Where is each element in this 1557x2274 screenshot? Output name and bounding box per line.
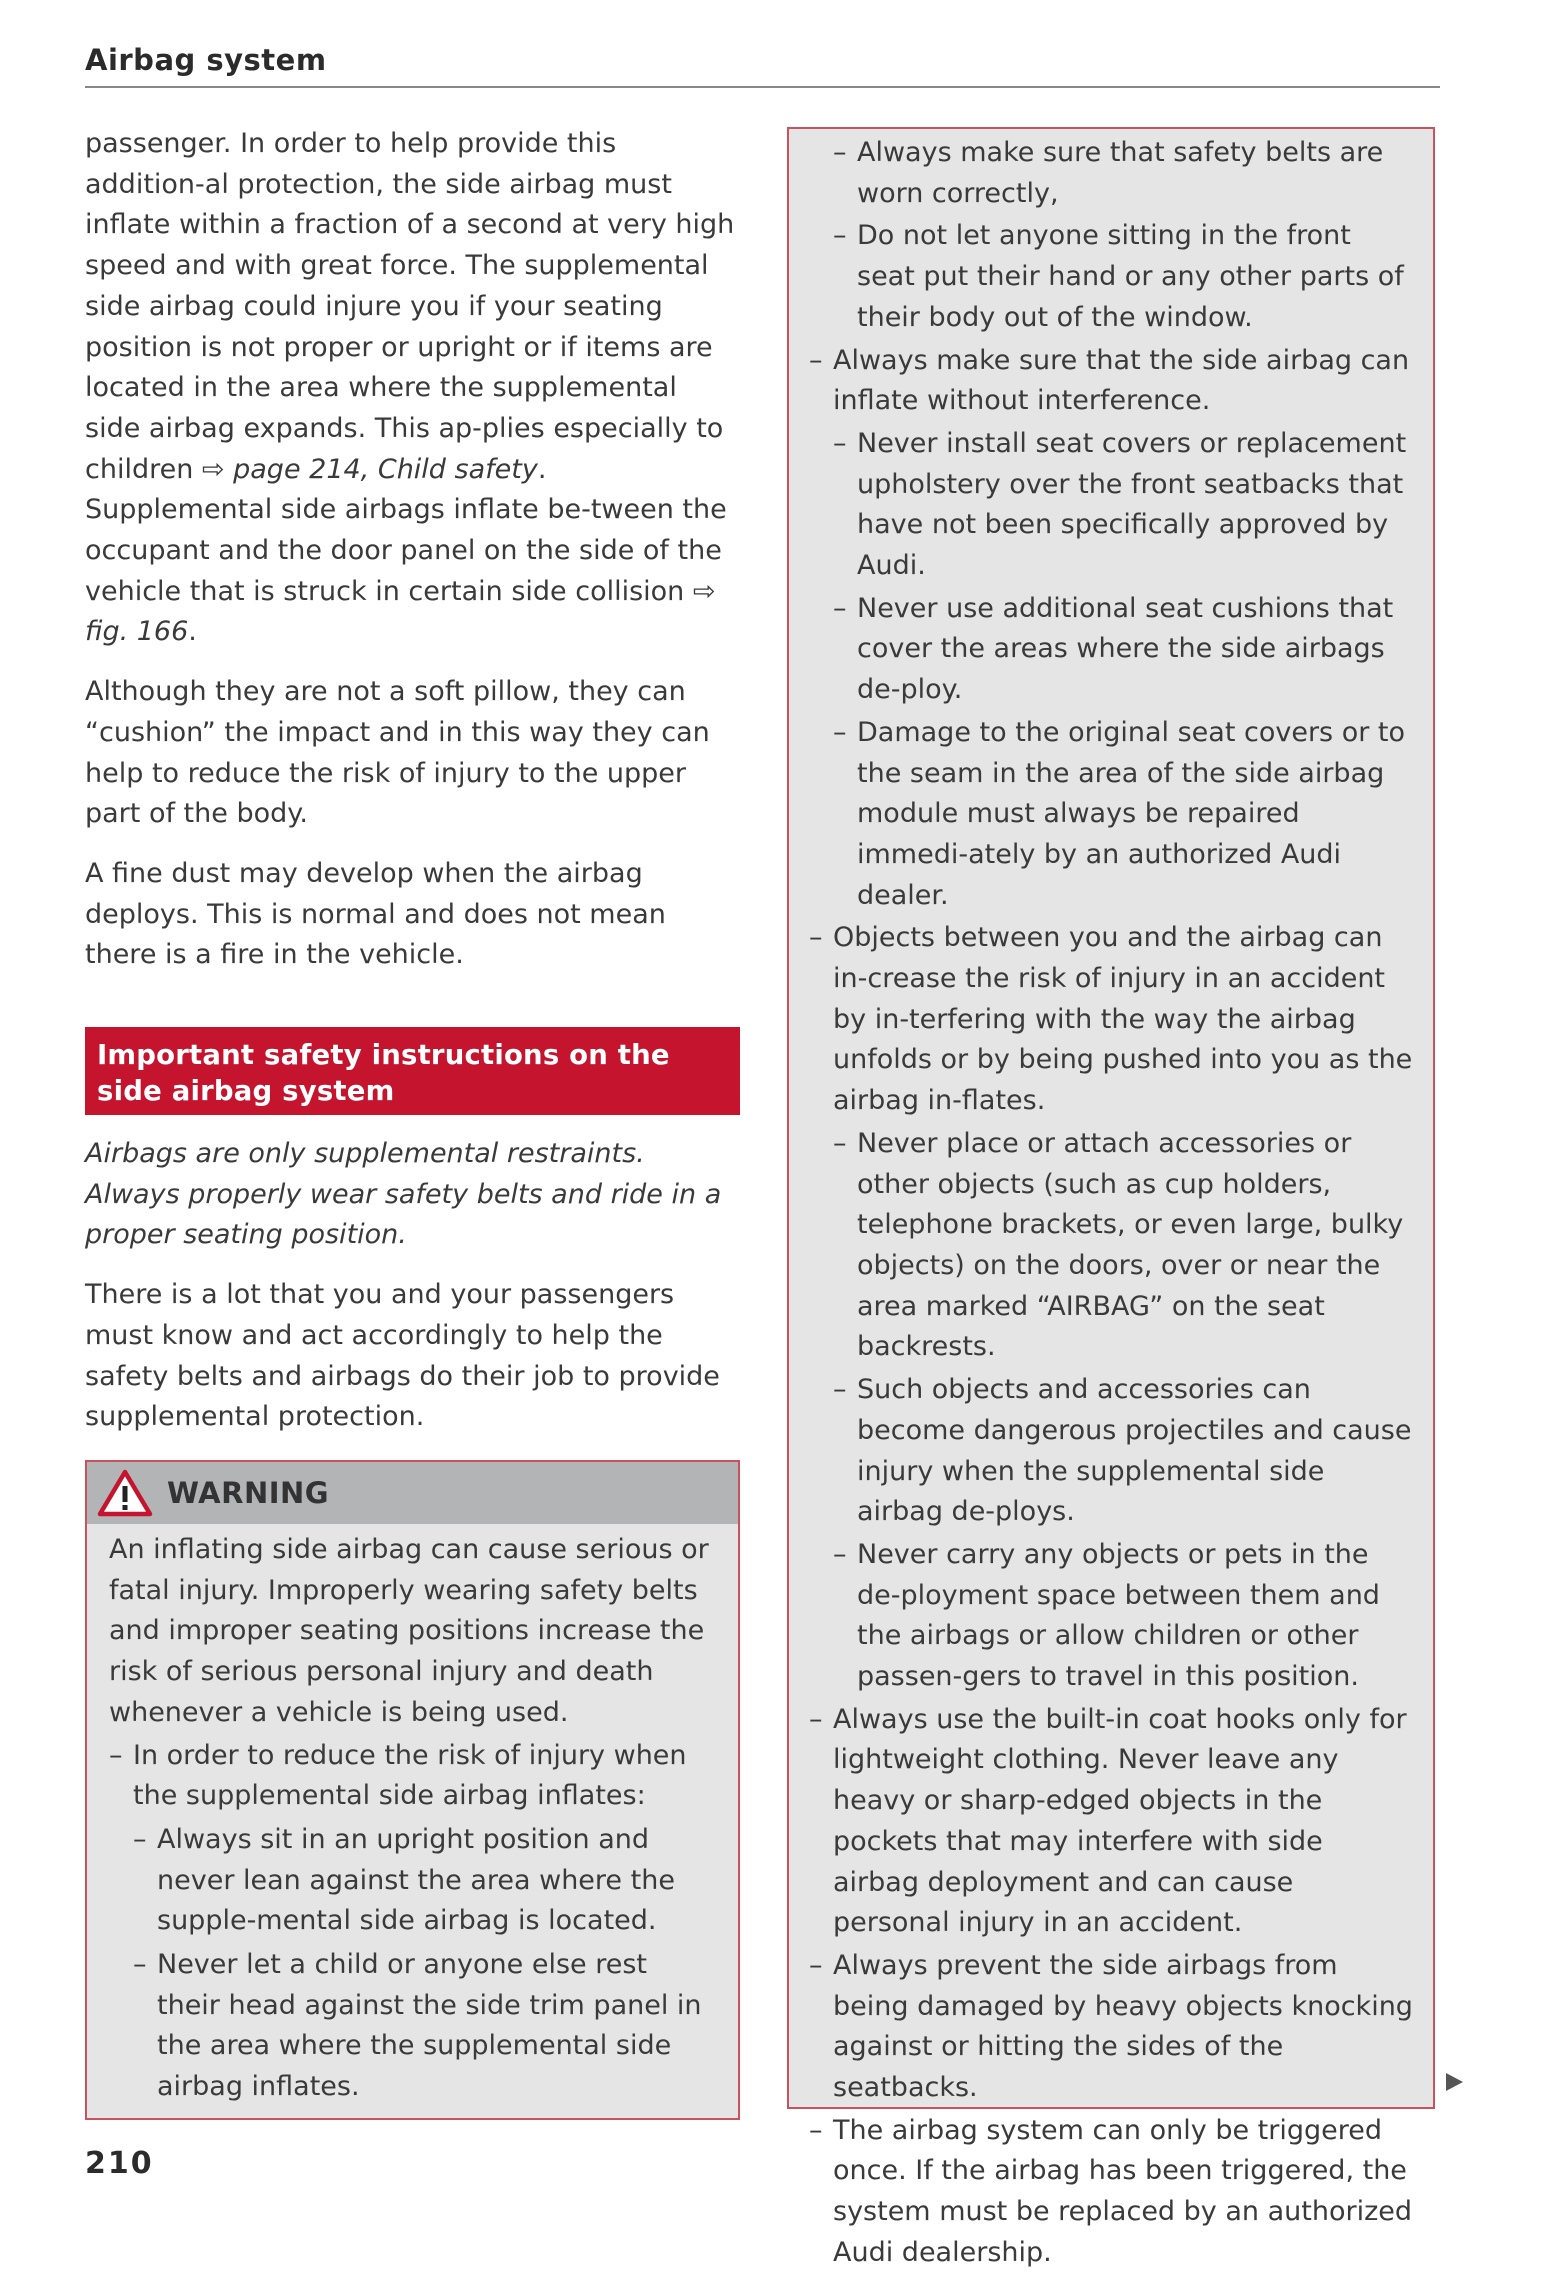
bullet-text: Always make sure that safety belts are worn correctly, [857,137,1384,209]
dash-marker: – [109,1739,123,1771]
warning-bullet [809,1700,1415,1944]
dash-marker: – [833,137,847,168]
paragraph-passengers: There is a lot that you and your passengers must know and act accordingly to help the safety belts and airbags do their job to provide supplemental protection. [85,1279,720,1433]
warning-sub-bullet [809,1370,1415,1533]
dash-marker: – [833,716,847,748]
paragraph-side-airbag-protection [85,124,740,653]
paragraph-text: passenger. In order to help provide this addition-al protection, the side airbag must inflate within a fraction of a second at very high speed and with great force. The supplemental side airbag could injure you if your seating position is not proper or upright or if items are located in the area where the supplemental side airbag expands. This ap-plies especially to children [85,128,735,485]
warning-sub-bullet [809,1124,1415,1368]
bullet-text: Always sit in an upright position and never lean against the area where the supple-mental side airbag is located. [157,1823,675,1937]
dash-marker: – [833,1374,847,1406]
dash-marker: – [133,1949,147,1981]
warning-bullet [109,1736,716,1817]
dash-marker: – [809,1949,823,1981]
dash-marker: – [133,1823,147,1855]
paragraph-cushion: Although they are not a soft pillow, they can “cushion” the impact and in this way they can help to reduce the risk of injury to the upper part of the body. [85,676,710,830]
warning-triangle-icon [97,1469,153,1517]
bullet-text: Always make sure that the side airbag can inflate without interference. [833,344,1410,417]
warning-label: WARNING [167,1475,330,1510]
paragraph-text: . Supplemental side airbags inflate be-tween the occupant and the door panel on the side of the vehicle that is struck in certain side collision [85,453,727,607]
bullet-text: Do not let anyone sitting in the front seat put their hand or any other parts of their body out of the window. [857,220,1404,333]
bullet-text: Never carry any objects or pets in the de-ployment space between them and the airbags or allow children or other passen-gers to travel in this position. [857,1538,1380,1693]
intro-italic: Airbags are only supplemental restraints. Always properly wear safety belts and ride in a proper seating position. [85,1138,722,1251]
warning-text: An inflating side airbag can cause serious or fatal injury. Improperly wearing safety belts and improper seating positions increase the risk of serious personal injury and death whenever a vehicle is being used. [109,1533,709,1728]
dash-marker: – [833,220,847,252]
continue-arrow-icon [1443,2071,1465,2093]
dash-marker: – [833,592,847,624]
paragraph-text: . [188,616,197,648]
left-column [85,124,740,2120]
warning-box [85,1460,740,2120]
bullet-text: Always use the built-in coat hooks only for lightweight clothing. Never leave any heavy or sharp-edged objects in the pockets that may interfere with side airbag deployment and can cause personal injury in an accident. [833,1703,1407,1939]
bullet-text: Objects between you and the airbag can in-crease the risk of injury in an accident by in-terfering with the way the airbag unfolds or by being pushed into you as the airbag in-flates. [833,922,1413,1117]
warning-header [87,1462,738,1524]
dash-marker: – [809,344,823,376]
page-number: 210 [85,2146,154,2181]
warning-sub-bullet [109,1820,716,1942]
section-heading: Important safety instructions on the side airbag system [85,1027,740,1115]
warning-sub-bullet [809,216,1415,338]
warning-sub-bullet [809,133,1415,214]
bullet-text: Never place or attach accessories or other objects (such as cup holders, telephone brackets, or even large, bulky objects) on the doors, over or near the area marked “AIRBAG” on the seat backrests. [857,1127,1404,1363]
dash-marker: – [809,1703,823,1735]
warning-sub-bullet [109,1945,716,2108]
bullet-text: The airbag system can only be triggered once. If the airbag has been triggered, the system must be replaced by an authorized Audi dealership. [833,2114,1412,2268]
warning-sub-bullet [809,589,1415,711]
cross-reference-child-safety[interactable]: ⇨ page 214, Child safety [201,453,538,485]
dash-marker: – [833,1127,847,1159]
bullet-text: Never let a child or anyone else rest their head against the side trim panel in the area where the supplemental side airbag inflates. [157,1949,702,2103]
paragraph-fine-dust: A fine dust may develop when the airbag deploys. This is normal and does not mean there is a fire in the vehicle. [85,857,666,971]
dash-marker: – [833,427,847,459]
warning-sub-bullet [809,424,1415,587]
warning-body [87,1524,738,2118]
warning-sub-bullet [809,1535,1415,1698]
warning-continuation-list [789,129,1433,2274]
warning-bullet [809,918,1415,1122]
bullet-text: Never use additional seat cushions that cover the areas where the side airbags de-ploy. [857,592,1394,706]
bullet-text: Such objects and accessories can become dangerous projectiles and cause injury when the supplemental side airbag de-ploys. [857,1374,1412,1528]
warning-bullet [809,341,1415,422]
dash-marker: – [833,1538,847,1570]
page-header [85,38,1440,88]
cross-reference-figure[interactable]: ⇨ fig. 166 [85,575,716,648]
bullet-text: In order to reduce the risk of injury when the supplemental side airbag inflates: [133,1739,687,1812]
dash-marker: – [809,922,823,954]
dash-marker: – [809,2114,823,2146]
bullet-text: Always prevent the side airbags from being damaged by heavy objects knocking against or hitting the sides of the seatbacks. [833,1949,1413,2104]
bullet-text: Never install seat covers or replacement upholstery over the front seatbacks that have not been specifically approved by Audi. [857,427,1407,582]
warning-continuation-box [787,127,1435,2268]
bullet-text: Damage to the original seat covers or to the seam in the area of the side airbag module must always be repaired immedi-ately by an authorized Audi dealer. [857,716,1406,911]
section-title: Airbag system [85,43,327,77]
warning-bullet [809,2111,1415,2274]
warning-bullet [809,1946,1415,2109]
warning-sub-bullet [809,713,1415,917]
